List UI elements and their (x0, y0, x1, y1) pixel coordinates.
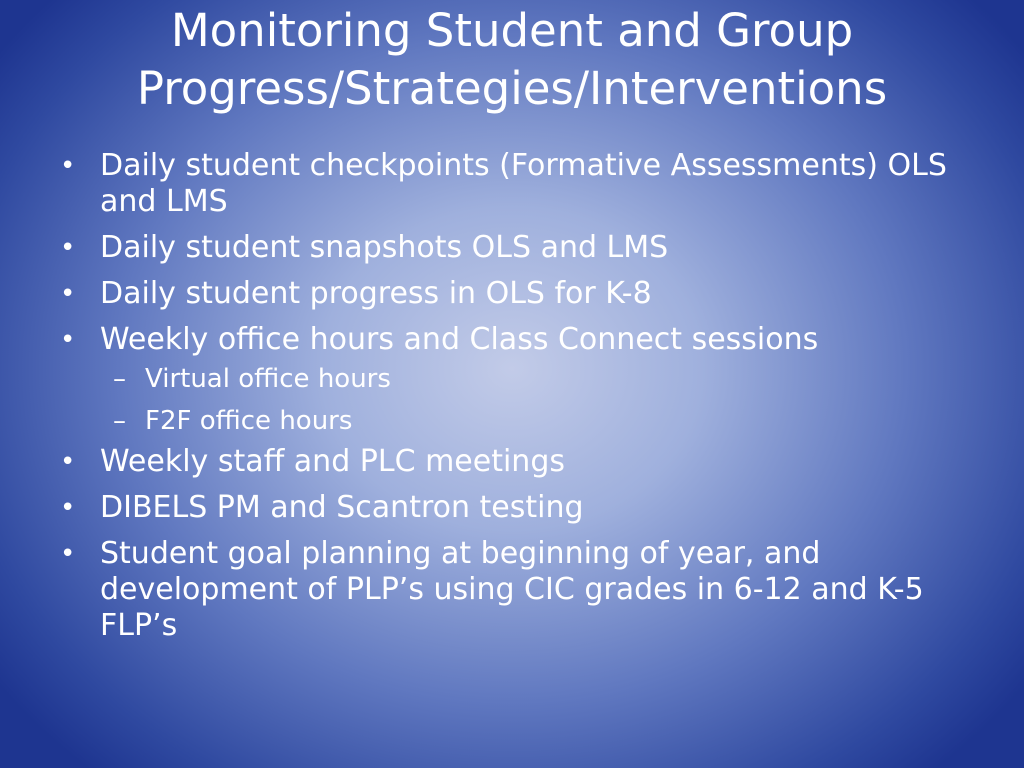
sub-bullet-item (100, 362, 960, 396)
sub-bullet-item (100, 404, 960, 438)
bullet-item (60, 276, 960, 312)
bullet-marker: • (60, 447, 76, 477)
bullet-text: Daily student progress in OLS for K-8 (100, 276, 652, 311)
bullet-marker: • (60, 279, 76, 309)
bullet-list (60, 148, 960, 654)
bullet-text: Weekly office hours and Class Connect sessions (100, 322, 819, 357)
bullet-marker: • (60, 325, 76, 355)
title-line-2: Progress/Strategies/Interventions (136, 62, 888, 115)
bullet-item (60, 536, 960, 644)
slide-title (40, 2, 984, 118)
bullet-text: Student goal planning at beginning of year, and development of PLP’s using CIC grades in 6-12 and K-5 FLP’s (100, 536, 924, 643)
sub-bullet-marker: – (113, 406, 126, 436)
bullet-item (60, 230, 960, 266)
bullet-text: DIBELS PM and Scantron testing (100, 490, 584, 525)
bullet-marker: • (60, 539, 76, 569)
bullet-marker: • (60, 233, 76, 263)
bullet-text: Daily student snapshots OLS and LMS (100, 230, 669, 265)
bullet-marker: • (60, 151, 76, 181)
sub-bullet-text: F2F office hours (145, 406, 353, 436)
sub-bullet-marker: – (113, 364, 126, 394)
bullet-item (60, 148, 960, 220)
bullet-text: Weekly staff and PLC meetings (100, 444, 565, 479)
bullet-marker: • (60, 493, 76, 523)
bullet-item (60, 444, 960, 480)
sub-bullet-text: Virtual office hours (145, 364, 391, 394)
bullet-item (60, 322, 960, 438)
sub-bullet-list (100, 362, 960, 438)
bullet-text: Daily student checkpoints (Formative Assessments) OLS and LMS (100, 148, 947, 219)
bullet-item (60, 490, 960, 526)
title-line-1: Monitoring Student and Group (170, 4, 854, 57)
